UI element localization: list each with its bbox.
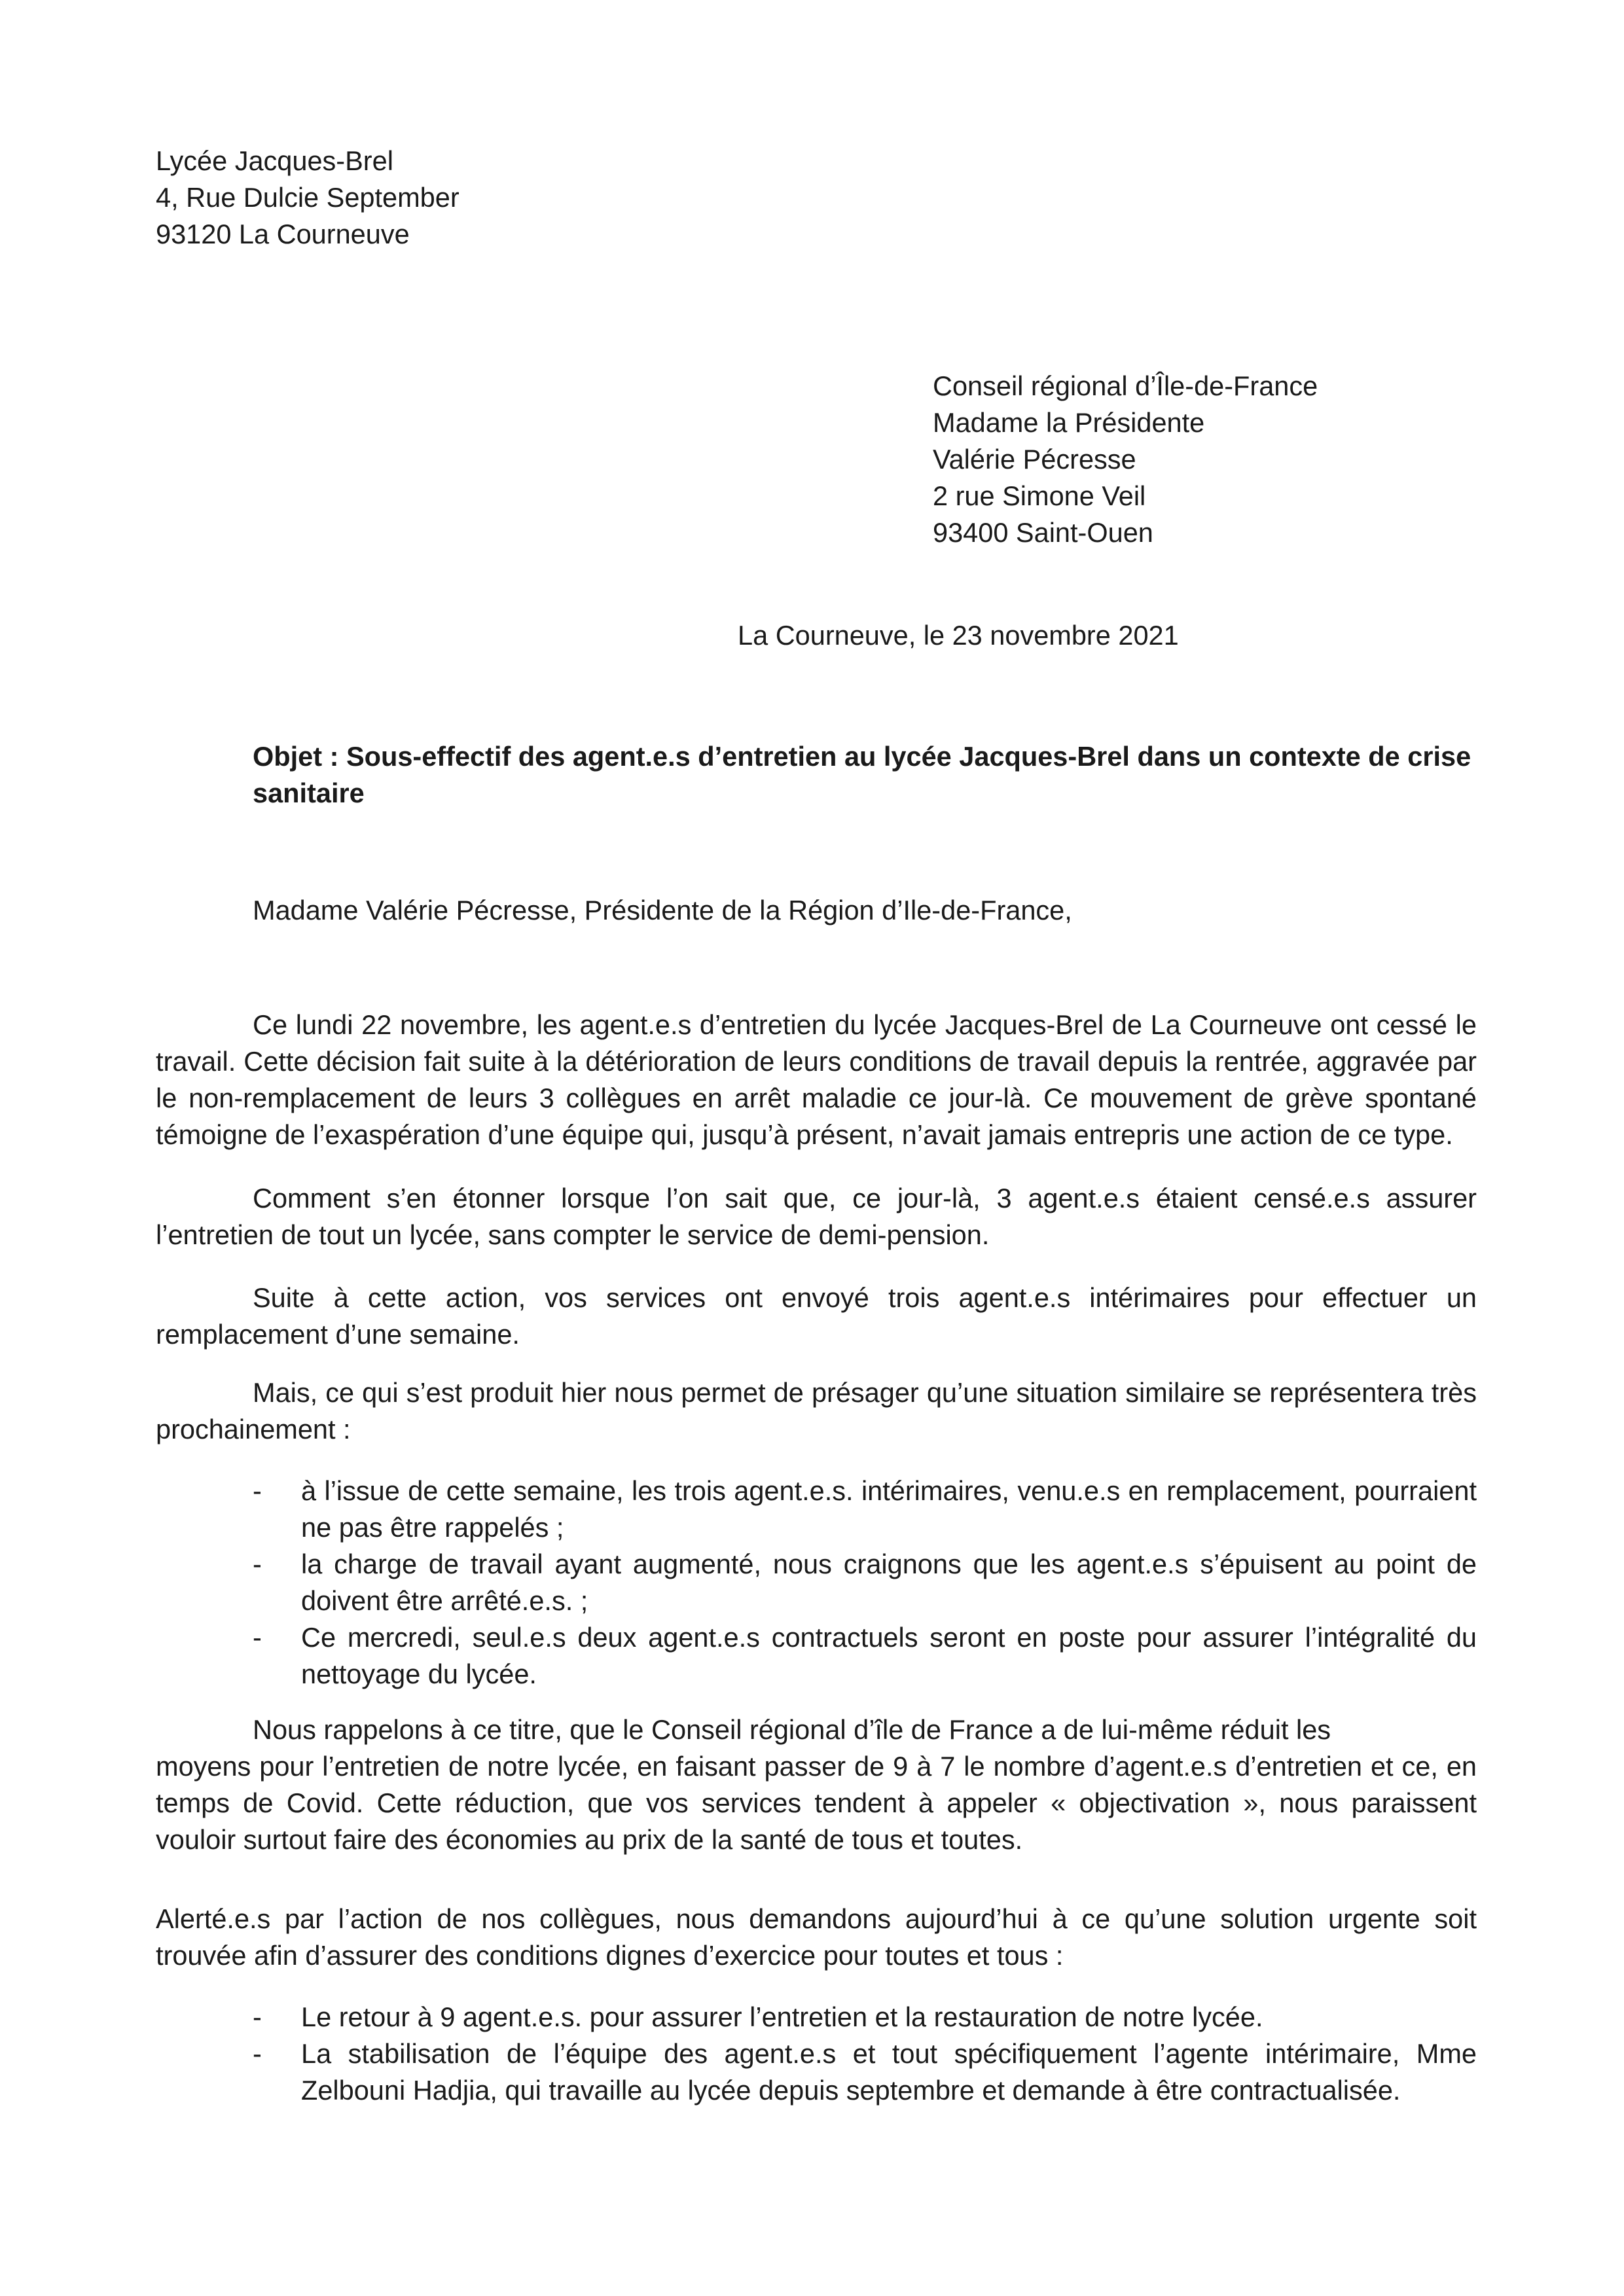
list-dash: - [253,2038,262,2069]
recipient-street: 2 rue Simone Veil [933,480,1146,511]
list-item: - à l’issue de cette semaine, les trois agent.e.s. intérimaires, venu.e.s en remplacement, pourraient ne pas être rappelés ; [253,1473,1477,1546]
recipient-title: Madame la Présidente [933,407,1205,438]
sender-address [156,143,460,253]
letter-date: La Courneuve, le 23 novembre 2021 [738,620,1179,651]
list-dash: - [253,1475,262,1506]
list-item: - Ce mercredi, seul.e.s deux agent.e.s contractuels seront en poste pour assurer l’intégralité du nettoyage du lycée. [253,1619,1477,1693]
paragraph-replacement: Suite à cette action, vos services ont envoyé trois agent.e.s intérimaires pour effectuer un remplacement d’une semaine. [156,1282,1477,1350]
recipient-organization: Conseil régional d’Île-de-France [933,370,1318,401]
paragraph-strike: Ce lundi 22 novembre, les agent.e.s d’entretien du lycée Jacques-Brel de La Courneuve ont cessé le travail. Cette décision fait suite à la détérioration de leurs conditions de travail depuis la rentrée, aggravée par le non-remplacement de leurs 3 collègues en arrêt maladie ce jour-là. Ce mouvement de grève spontané témoigne de l’exaspération d’une équipe qui, jusqu’à présent, n’avait jamais entrepris une action de ce type. [156,1009,1477,1150]
paragraph-demands: Alerté.e.s par l’action de nos collègues, nous demandons aujourd’hui à ce qu’une solution urgente soit trouvée afin d’assurer des conditions dignes d’exercice pour toutes et tous : [156,1903,1477,1971]
list-dash: - [253,2001,262,2032]
list-item: - La stabilisation de l’équipe des agent.e.s et tout spécifiquement l’agente intérimaire, Mme Zelbouni Hadjia, qui travaille au lycée depuis septembre et demande à être contractualisée. [253,2036,1477,2109]
sender-city: 93120 La Courneuve [156,219,410,249]
paragraph-reduction-first-line: Nous rappelons à ce titre, que le Conseil régional d’île de France a de lui-même réduit les [253,1714,1331,1745]
recipient-city: 93400 Saint-Ouen [933,517,1153,548]
paragraph-reduction-rest: moyens pour l’entretien de notre lycée, en faisant passer de 9 à 7 le nombre d’agent.e.s d’entretien et ce, en temps de Covid. Cette réduction, que vos services tendent à appeler « objectivation », nous paraissent vouloir surtout faire des économies au prix de la santé de tous et toutes. [156,1751,1477,1855]
recipient-name: Valérie Pécresse [933,444,1136,475]
paragraph-staffing: Comment s’en étonner lorsque l’on sait que, ce jour-là, 3 agent.e.s étaient censé.e.s assurer l’entretien de tout un lycée, sans compter le service de demi-pension. [156,1183,1477,1250]
demands-list [253,1999,1477,2109]
paragraph-reduction [156,1712,1477,1858]
paragraph-forecast: Mais, ce qui s’est produit hier nous permet de présager qu’une situation similaire se représentera très prochainement : [156,1377,1477,1444]
sender-name: Lycée Jacques-Brel [156,145,393,176]
list-dash: - [253,1549,262,1579]
recipient-address [933,368,1318,551]
letter-subject: Objet : Sous-effectif des agent.e.s d’entretien au lycée Jacques-Brel dans un contexte de crise sanitaire [253,741,1471,808]
concerns-list [253,1473,1477,1693]
list-item: - Le retour à 9 agent.e.s. pour assurer l’entretien et la restauration de notre lycée. [253,1999,1477,2036]
salutation: Madame Valérie Pécresse, Présidente de la Région d’Ile-de-France, [253,895,1072,925]
list-item: - la charge de travail ayant augmenté, nous craignons que les agent.e.s s’épuisent au point de doivent être arrêté.e.s. ; [253,1546,1477,1619]
sender-street: 4, Rue Dulcie September [156,182,460,213]
list-dash: - [253,1622,262,1653]
